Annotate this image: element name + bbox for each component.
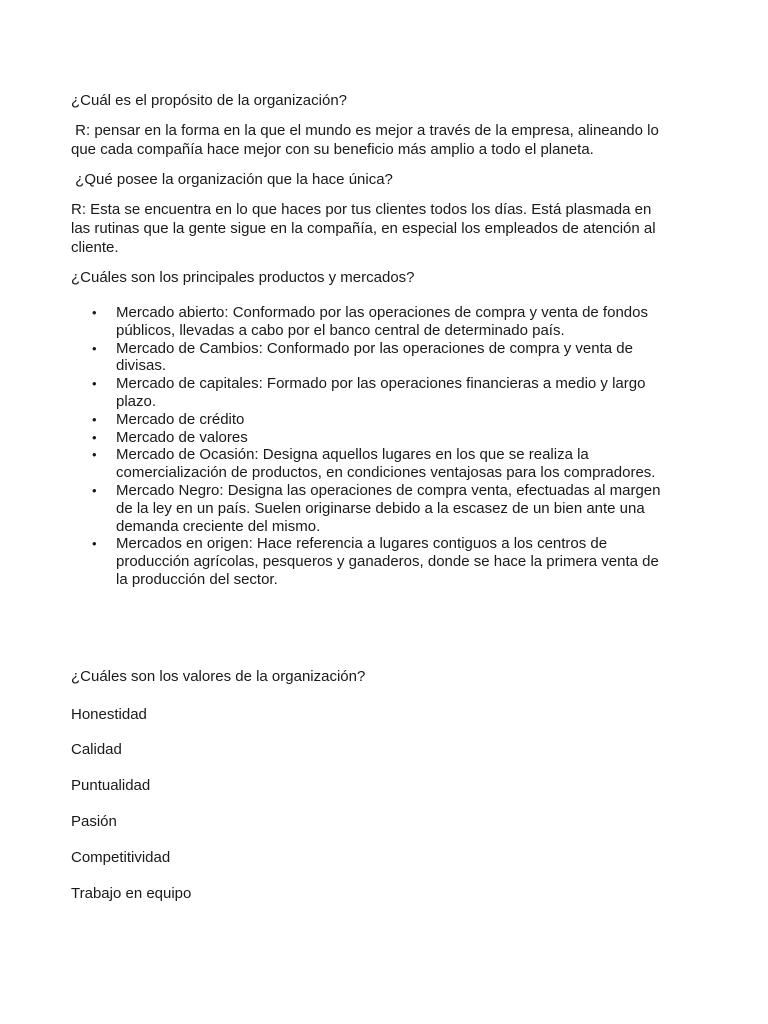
question-products-markets: ¿Cuáles son los principales productos y mercados? xyxy=(71,269,415,286)
list-item xyxy=(71,482,671,535)
value-item: Honestidad xyxy=(71,706,147,723)
market-item-text: Mercado de capitales: Formado por las operaciones financieras a medio y largo plazo. xyxy=(116,375,646,410)
list-item xyxy=(71,535,671,588)
bullet-icon: • xyxy=(92,411,97,427)
list-item xyxy=(71,304,671,340)
bullet-icon: • xyxy=(92,305,97,320)
value-item: Trabajo en equipo xyxy=(71,885,192,902)
bullet-icon: • xyxy=(92,376,97,392)
bullet-icon: • xyxy=(92,429,97,445)
list-item xyxy=(71,411,671,429)
list-item xyxy=(71,375,671,411)
markets-list xyxy=(71,304,671,589)
bullet-icon: • xyxy=(92,340,97,356)
market-item-text: Mercado de crédito xyxy=(116,410,245,428)
question-purpose: ¿Cuál es el propósito de la organización? xyxy=(71,92,347,109)
question-uniqueness: ¿Qué posee la organización que la hace única? xyxy=(71,171,393,188)
market-item-text: Mercado abierto: Conformado por las operaciones de compra y venta de fondos públicos, llevadas a cabo por el banco central de determinado país. xyxy=(116,304,648,339)
answer-purpose: R: pensar en la forma en la que el mundo es mejor a través de la empresa, alineando lo que cada compañía hace mejor con su beneficio más amplio a todo el planeta. xyxy=(71,122,664,158)
list-item xyxy=(71,446,671,482)
value-item: Competitividad xyxy=(71,849,171,866)
bullet-icon: • xyxy=(92,482,97,498)
value-item: Puntualidad xyxy=(71,777,151,794)
bullet-icon: • xyxy=(92,447,97,463)
bullet-icon: • xyxy=(92,536,97,552)
market-item-text: Mercado de Cambios: Conformado por las operaciones de compra y venta de divisas. xyxy=(116,339,633,375)
answer-uniqueness: R: Esta se encuentra en lo que haces por tus clientes todos los días. Está plasmada en las rutinas que la gente sigue en la compañía, en especial los empleados de atención al cliente. xyxy=(71,201,656,256)
market-item-text: Mercado Negro: Designa las operaciones de compra venta, efectuadas al margen de la ley en un país. Suelen originarse debido a la escasez de un bien ante una demanda creciente del mismo. xyxy=(116,481,661,535)
question-values: ¿Cuáles son los valores de la organización? xyxy=(71,668,366,685)
value-item: Pasión xyxy=(71,813,117,830)
market-item-text: Mercado de valores xyxy=(116,428,248,446)
list-item xyxy=(71,429,671,447)
value-item: Calidad xyxy=(71,741,122,758)
market-item-text: Mercado de Ocasión: Designa aquellos lugares en los que se realiza la comercialización de productos, en condiciones ventajosas para los compradores. xyxy=(116,446,656,482)
market-item-text: Mercados en origen: Hace referencia a lugares contiguos a los centros de producción agrícolas, pesqueros y ganaderos, donde se hace la primera venta de la producción del sector. xyxy=(116,535,659,588)
list-item xyxy=(71,340,671,376)
document-page xyxy=(71,0,671,1024)
